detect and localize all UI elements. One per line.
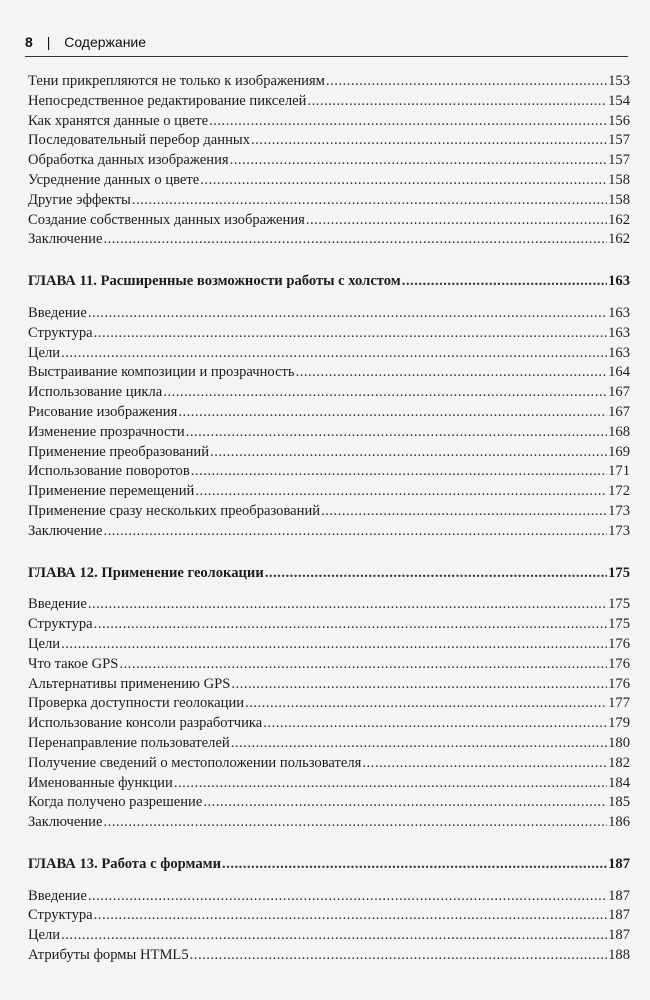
toc-entry-page: 167 [608,403,630,420]
dot-leader [103,230,607,250]
toc-entry-title: Именованные функции [28,774,173,791]
toc-entry-page: 153 [608,73,630,89]
toc-entry [28,887,630,907]
chapter-heading-title: ГЛАВА 11. Расширенные возможности работы с холстом [28,273,401,290]
toc-entry [28,304,630,324]
toc-entry-page: 163 [608,304,630,321]
dot-leader [119,655,607,675]
toc-entry-title: Структура [28,616,93,633]
toc-entry-title: Последовательный перебор данных [28,132,250,149]
toc-entry-title: Использование поворотов [28,463,190,480]
dot-leader [200,171,607,191]
toc-entry [28,813,630,833]
toc-entry-title: Создание собственных данных изображения [28,211,305,228]
toc-entry-page: 163 [608,324,630,341]
toc-entry-title: Применение сразу нескольких преобразований [28,502,321,519]
toc-entry-page: 167 [608,384,630,401]
toc-entry [28,72,630,92]
toc-entry [28,694,630,714]
toc-entry-page: 175 [608,616,630,633]
toc-entry [28,754,630,774]
dot-leader [94,615,607,635]
dot-leader [94,906,607,926]
toc-entry-title: Использование цикла [28,384,163,401]
dot-leader [132,191,607,211]
toc-entry-page: 176 [608,655,630,672]
toc-entry [28,926,630,946]
toc-entry-title: Цели [28,635,61,652]
running-title: Содержание [64,34,147,50]
toc-entry-title: Непосредственное редактирование пикселей [28,92,307,109]
toc-entry [28,211,630,231]
toc-entry-page: 185 [608,794,630,811]
toc-entry [28,383,630,403]
toc-entry [28,403,630,423]
toc-entry-title: Заключение [28,522,103,539]
toc-entry-page: 163 [608,344,630,361]
dot-leader [230,151,608,171]
toc-entry [28,230,630,250]
dot-leader [222,855,607,875]
toc-entry-page: 187 [608,927,630,944]
chapter-heading [28,855,630,875]
toc-entry-title: Перенаправление пользователей [28,734,230,751]
toc-entry-page: 162 [608,211,630,228]
toc-entry-title: Цели [28,344,61,361]
toc-entry-title: Введение [28,887,87,904]
table-of-contents [28,72,630,966]
toc-entry-title: Выстраивание композиции и прозрачность [28,364,295,381]
toc-entry-title: Когда получено разрешение [28,794,203,811]
dot-leader [296,363,608,383]
chapter-heading-page: 163 [608,273,630,290]
toc-entry-page: 157 [608,152,630,169]
chapter-heading-title: ГЛАВА 13. Работа с формами [28,855,222,872]
page-number: 8 [25,34,33,50]
toc-entry-page: 180 [608,734,630,751]
dot-leader [306,211,607,231]
toc-entry-page: 175 [608,596,630,613]
toc-entry-page: 168 [608,423,630,440]
dot-leader [231,675,607,695]
toc-entry-page: 176 [608,635,630,652]
toc-entry-page: 157 [608,132,630,149]
toc-entry [28,462,630,482]
toc-entry [28,615,630,635]
dot-leader [251,131,607,151]
dot-leader [190,946,607,966]
toc-entry-page: 187 [608,907,630,924]
toc-entry-title: Что такое GPS [28,655,119,672]
dot-leader [178,403,607,423]
dot-leader [186,423,607,443]
toc-entry [28,635,630,655]
dot-leader [94,324,607,344]
toc-entry-title: Введение [28,596,87,613]
toc-entry-page: 188 [608,947,630,964]
dot-leader [61,926,607,946]
toc-entry-page: 173 [608,502,630,519]
toc-entry-title: Введение [28,304,87,321]
toc-entry-page: 184 [608,774,630,791]
toc-entry-page: 156 [608,112,630,129]
dot-leader [174,774,607,794]
dot-leader [231,734,607,754]
toc-entry-title: Тени прикрепляются не только к изображениям [28,73,325,89]
toc-entry-page: 182 [608,754,630,771]
chapter-heading-page: 187 [608,855,630,872]
toc-entry [28,112,630,132]
dot-leader [163,383,607,403]
dot-leader [307,92,607,112]
dot-leader [88,304,607,324]
page-header [25,34,628,57]
toc-entry [28,363,630,383]
toc-entry [28,443,630,463]
toc-entry [28,502,630,522]
toc-entry-title: Заключение [28,231,103,248]
toc-entry-title: Как хранятся данные о цвете [28,112,209,129]
toc-entry-title: Цели [28,927,61,944]
toc-entry-title: Альтернативы применению GPS [28,675,231,692]
toc-entry-page: 169 [608,443,630,460]
dot-leader [362,754,607,774]
toc-entry-title: Заключение [28,814,103,831]
dot-leader [88,595,607,615]
toc-entry-page: 154 [608,92,630,109]
toc-entry-title: Рисование изображения [28,403,178,420]
dot-leader [203,793,607,813]
toc-entry-title: Проверка доступности геолокации [28,695,245,712]
toc-entry [28,191,630,211]
toc-entry [28,906,630,926]
toc-entry-title: Применение преобразований [28,443,210,460]
dot-leader [321,502,607,522]
toc-entry-page: 179 [608,715,630,732]
toc-entry [28,171,630,191]
dot-leader [402,272,607,292]
toc-entry-title: Структура [28,324,93,341]
dot-leader [263,714,607,734]
toc-entry [28,131,630,151]
chapter-heading [28,272,630,292]
toc-entry-page: 158 [608,171,630,188]
dot-leader [61,635,607,655]
chapter-heading [28,564,630,584]
toc-entry [28,344,630,364]
toc-entry [28,482,630,502]
toc-entry [28,655,630,675]
toc-entry-title: Получение сведений о местоположении пользователя [28,754,362,771]
toc-entry [28,522,630,542]
toc-entry [28,324,630,344]
chapter-heading-title: ГЛАВА 12. Применение геолокации [28,564,264,581]
dot-leader [265,564,607,584]
toc-entry-page: 187 [608,887,630,904]
toc-entry-title: Использование консоли разработчика [28,715,263,732]
chapter-heading-page: 175 [608,564,630,581]
toc-entry [28,151,630,171]
toc-entry [28,714,630,734]
dot-leader [103,813,607,833]
toc-entry-page: 171 [608,463,630,480]
toc-entry [28,774,630,794]
toc-entry-title: Структура [28,907,93,924]
toc-entry-title: Обработка данных изображения [28,152,229,169]
toc-entry-page: 177 [608,695,630,712]
toc-entry-title: Изменение прозрачности [28,423,185,440]
dot-leader [210,443,607,463]
toc-entry [28,946,630,966]
toc-entry [28,92,630,112]
toc-entry [28,793,630,813]
dot-leader [103,522,607,542]
toc-entry-page: 173 [608,522,630,539]
toc-entry-title: Атрибуты формы HTML5 [28,947,189,964]
toc-entry-page: 186 [608,814,630,831]
toc-entry-page: 176 [608,675,630,692]
dot-leader [245,694,607,714]
toc-entry-title: Усреднение данных о цвете [28,171,200,188]
toc-entry-page: 172 [608,483,630,500]
dot-leader [209,112,607,132]
dot-leader [88,887,607,907]
toc-entry [28,423,630,443]
dot-leader [191,462,607,482]
toc-entry [28,675,630,695]
toc-entry [28,734,630,754]
dot-leader [326,72,607,92]
toc-entry-title: Применение перемещений [28,483,195,500]
dot-leader [195,482,607,502]
header-separator: | [46,34,51,50]
toc-entry [28,595,630,615]
dot-leader [61,344,607,364]
toc-entry-title: Другие эффекты [28,191,131,208]
toc-entry-page: 162 [608,231,630,248]
toc-entry-page: 158 [608,191,630,208]
toc-entry-page: 164 [608,364,630,381]
